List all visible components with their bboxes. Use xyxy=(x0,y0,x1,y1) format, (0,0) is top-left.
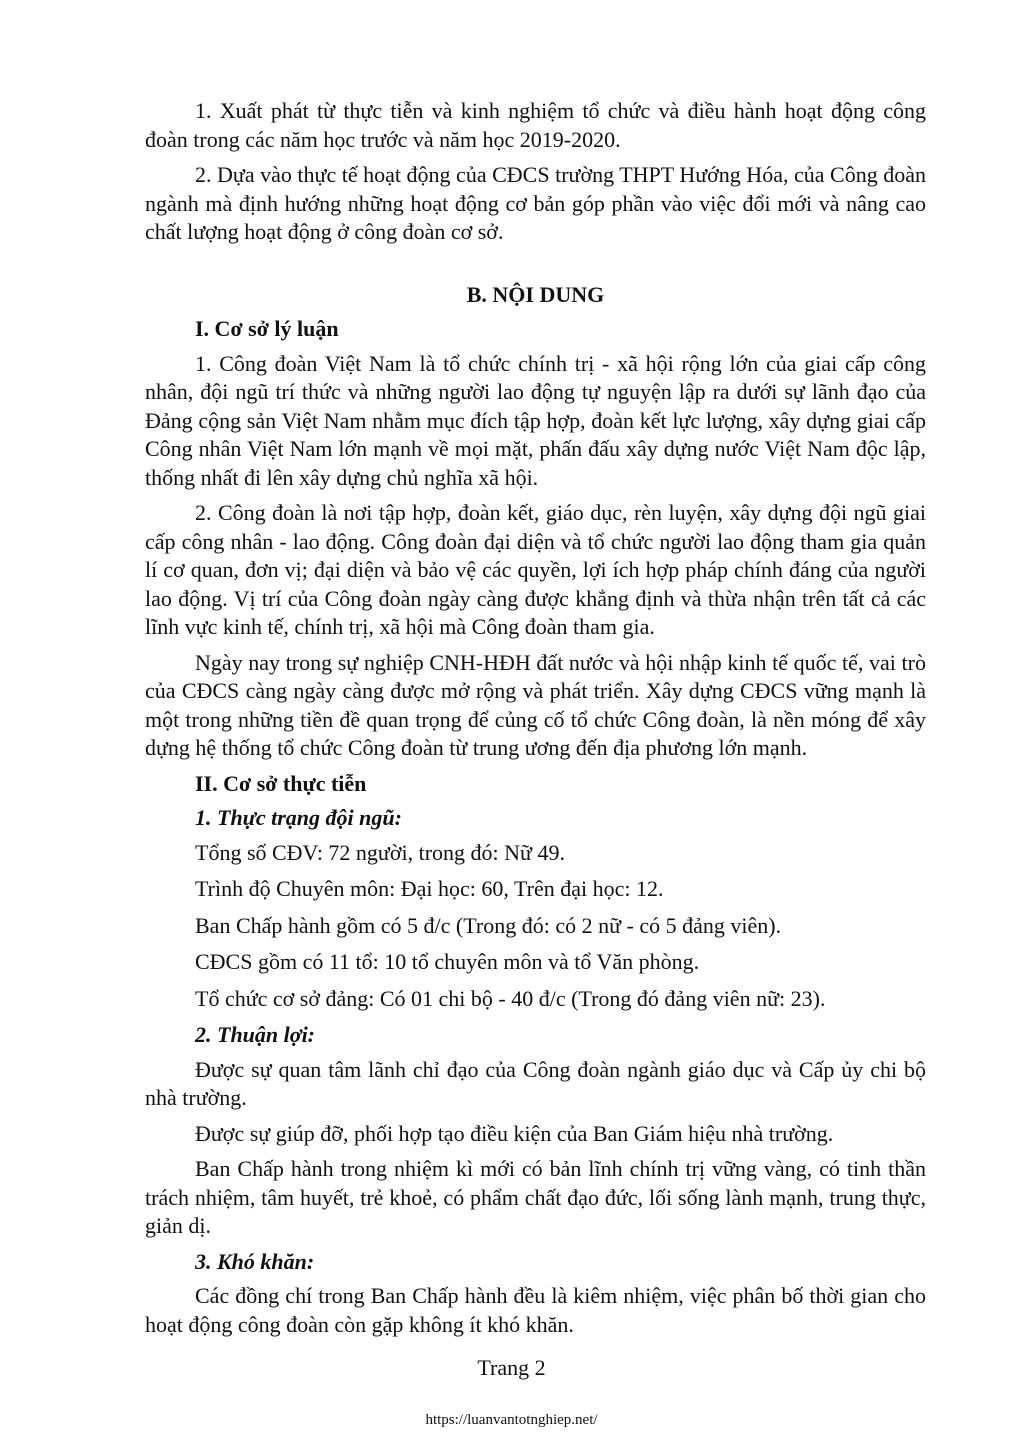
status-line: Tổ chức cơ sở đảng: Có 01 chi bộ - 40 đ/c (Trong đó đảng viên nữ: 23). xyxy=(195,985,826,1011)
advantage-paragraph: Ban Chấp hành trong nhiệm kì mới có bản lĩnh chính trị vững vàng, có tinh thần trách nhiệm, tâm huyết, trẻ khoẻ, có phẩm chất đạo đức, lối sống lành mạnh, trung thực, giản dị. xyxy=(145,1156,926,1238)
status-line: Trình độ Chuyên môn: Đại học: 60, Trên đại học: 12. xyxy=(195,876,664,901)
intro-paragraph-2: 2. Dựa vào thực tế hoạt động của CĐCS trường THPT Hướng Hóa, của Công đoàn ngành mà định hướng những hoạt động cơ bản góp phần vào việc đổi mới và nâng cao chất lượng hoạt động ở công đoàn cơ sở. xyxy=(145,162,926,244)
subheading-advantages: 2. Thuận lợi: xyxy=(195,1022,316,1047)
section-title: B. NỘI DUNG xyxy=(466,281,605,307)
document-body xyxy=(145,97,926,1346)
part1-paragraph-2: 2. Công đoàn là nơi tập hợp, đoàn kết, giáo dục, rèn luyện, xây dựng đội ngũ giai cấp công nhân - lao động. Công đoàn đại diện và tổ chức người lao động tham gia quản lí cơ quan, đơn vị; đại diện và bảo vệ các quyền, lợi ích hợp pháp chính đáng của người lao động. Vị trí của Công đoàn ngày càng được khẳng định và thừa nhận trên tất cả các lĩnh vực kinh tế, chính trị, xã hội mà Công đoàn tham gia. xyxy=(145,500,926,639)
intro-paragraph-1: 1. Xuất phát từ thực tiễn và kinh nghiệm tổ chức và điều hành hoạt động công đoàn trong các năm học trước và năm học 2019-2020. xyxy=(145,98,926,152)
status-line: CĐCS gồm có 11 tổ: 10 tổ chuyên môn và tổ Văn phòng. xyxy=(195,949,700,974)
advantage-paragraph: Được sự giúp đỡ, phối hợp tạo điều kiện của Ban Giám hiệu nhà trường. xyxy=(195,1120,834,1146)
part1-paragraph-3: Ngày nay trong sự nghiệp CNH-HĐH đất nước và hội nhập kinh tế quốc tế, vai trò của CĐCS càng ngày càng được mở rộng và phát triển. Xây dựng CĐCS vững mạnh là một trong những tiền đề quan trọng để củng cố tổ chức Công đoàn, là nền móng để xây dựng hệ thống tổ chức Công đoàn từ trung ương đến địa phương lớn mạnh. xyxy=(145,649,926,760)
part1-paragraph-1: 1. Công đoàn Việt Nam là tổ chức chính trị - xã hội rộng lớn của giai cấp công nhân, đội ngũ trí thức và những người lao động tự nguyện lập ra dưới sự lãnh đạo của Đảng cộng sản Việt Nam nhằm mục đích tập hợp, đoàn kết lực lượng, xây dựng giai cấp Công nhân Việt Nam lớn mạnh về mọi mặt, phấn đấu xây dựng nước Việt Nam độc lập, thống nhất đi lên xây dựng chủ nghĩa xã hội. xyxy=(145,350,926,490)
subheading-status: 1. Thực trạng đội ngũ: xyxy=(195,805,402,830)
advantage-paragraph: Được sự quan tâm lãnh chỉ đạo của Công đoàn ngành giáo dục và Cấp ủy chi bộ nhà trường. xyxy=(145,1056,926,1110)
status-line: Tổng số CĐV: 72 người, trong đó: Nữ 49. xyxy=(195,839,565,865)
page-number: Trang 2 xyxy=(477,1355,546,1380)
difficulty-paragraph: Các đồng chí trong Ban Chấp hành đều là kiêm nhiệm, việc phân bố thời gian cho hoạt động công đoàn còn gặp không ít khó khăn. xyxy=(145,1283,926,1337)
status-line: Ban Chấp hành gồm có 5 đ/c (Trong đó: có 2 nữ - có 5 đảng viên). xyxy=(195,912,782,938)
subheading-difficulties: 3. Khó khăn: xyxy=(195,1248,315,1274)
footer-url-link[interactable]: https://luanvantotnghiep.net/ xyxy=(425,1412,598,1428)
part2-heading: II. Cơ sở thực tiễn xyxy=(195,770,367,796)
part1-heading: I. Cơ sở lý luận xyxy=(195,316,339,341)
